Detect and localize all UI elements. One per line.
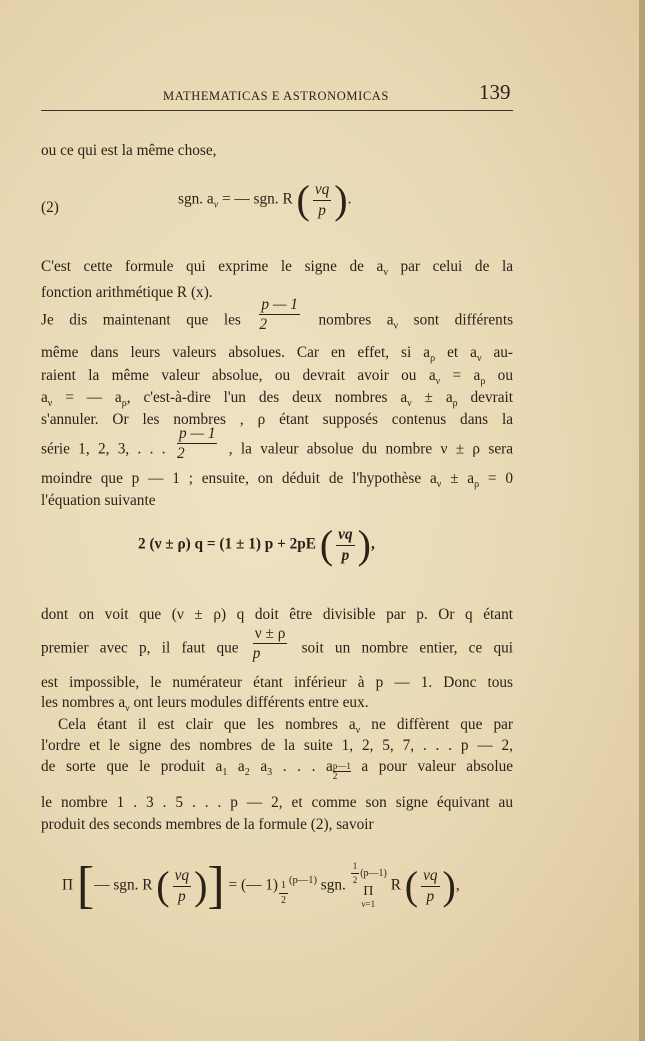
text-line: s'annuler. Or les nombres , ρ étant supposés contenus dans la	[41, 411, 513, 428]
text-line: l'équation suivante	[41, 492, 156, 509]
text-line: premier avec p, il faut que $\frac{\nu \pm \rho}{p}$ soit un nombre entier, ce qui	[41, 625, 514, 663]
text-line: les nombres $a_\nu$ ont leurs modules différents entre eux.	[41, 694, 369, 715]
text-line: de sorte que le produit $a_1$ $a_2$ $a_3$ . . . a $_{\frac{p—1}{2}}$ a pour valeur absolue	[41, 758, 514, 782]
text-line: ou ce qui est la même chose,	[41, 142, 217, 159]
header-rule	[41, 110, 513, 111]
page-edge	[639, 0, 645, 1041]
text-line: raient la même valeur absolue, ou devrait avoir ou $a_\nu = a_\rho$ ou	[41, 367, 513, 388]
equation-label: (2)	[41, 199, 59, 216]
text-line: dont on voit que (ν ± ρ) q doit être divisible par p. Or q étant	[41, 606, 513, 623]
text-line: C'est cette formule qui exprime le signe de $a_\nu$ par celui de la	[41, 258, 513, 279]
page-number: 139	[479, 80, 511, 104]
text-line: Je dis maintenant que les $\frac{p — 1}{2}$ nombres $a_\nu$ sont différents	[41, 296, 514, 334]
text-line: fonction arithmétique R (x).	[41, 284, 213, 301]
text-line: produit des seconds membres de la formule (2), savoir	[41, 816, 374, 833]
text-line: même dans leurs valeurs absolues. Car en effet, si $a_\rho$ et $a_\nu$ au-	[41, 344, 514, 365]
running-title: MATHEMATICAS E ASTRONOMICAS	[163, 89, 389, 103]
text-line: est impossible, le numérateur étant inférieur à p — 1. Donc tous	[41, 674, 513, 691]
text-line: Cela étant il est clair que les nombres $a_\nu$ ne diffèrent que par	[58, 716, 513, 737]
text-line: série 1, 2, 3, . . . $\frac{p — 1}{2}$ , la valeur absolue du nombre ν ± ρ sera	[41, 425, 513, 463]
text-line: le nombre 1 . 3 . 5 . . . p — 2, et comme son signe équivant au	[41, 794, 513, 811]
equation-4: Π [— sgn. R ( $\frac{\nu q}{p}$ )] = (— 1) $^{\frac{1}{2} (p—1)}$ sgn. $\frac{1}{2}$ (p—1) Π ν=1 R ( $\frac{\nu q}{p}$ ),	[62, 857, 460, 914]
equation-3: 2 (ν ± ρ) q = (1 ± 1) p + 2pE ( $\frac{\nu q}{p}$ ),	[138, 522, 375, 567]
text-line: $a_\nu$ = — $a_\rho$, c'est-à-dire l'un des deux nombres $a_\nu \pm a_\rho$ devrait	[41, 389, 514, 410]
text-line: l'ordre et le signe des nombres de la suite 1, 2, 5, 7, . . . p — 2,	[41, 737, 513, 754]
equation-2: sgn. $a_\nu$ = — sgn. R ( $\frac{\nu q}{p}$ ).	[178, 177, 352, 222]
text-line: moindre que p — 1 ; ensuite, on déduit de l'hypothèse $a_\nu \pm a_\rho = 0$	[41, 470, 513, 491]
